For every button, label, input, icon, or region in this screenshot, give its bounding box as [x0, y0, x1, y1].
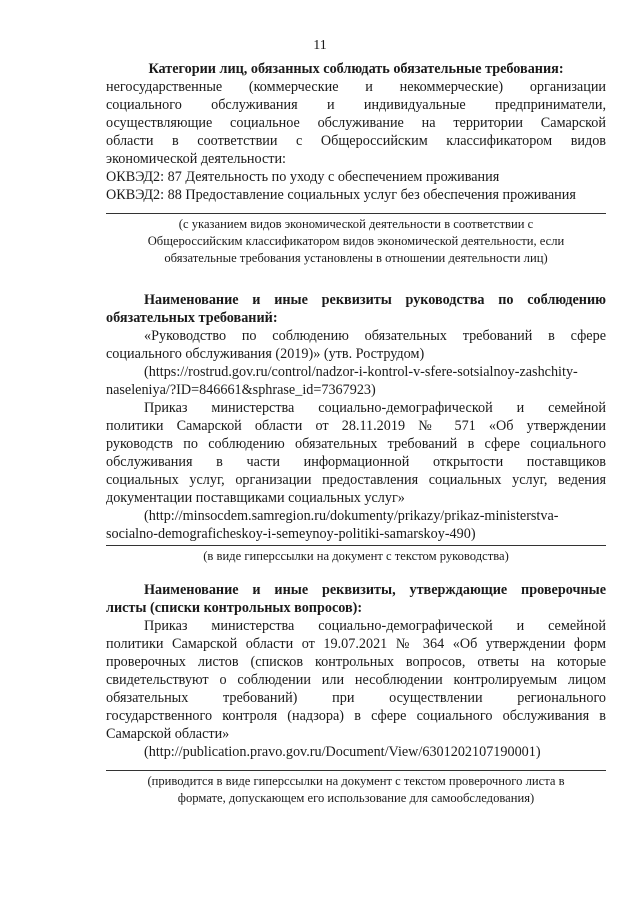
note-caption	[106, 548, 606, 565]
text-line: социального обслуживания и индивидуальные предприниматели,	[106, 97, 606, 113]
note-line: обязательные требования установлены в отношении деятельности лиц)	[164, 251, 548, 265]
note-line: (приводится в виде гиперссылки на документ с текстом проверочного листа в	[147, 774, 565, 788]
fill-in-rule	[106, 770, 606, 771]
link-line: (https://rostrud.gov.ru/control/nadzor-i-kontrol-v-sfere-sotsialnoy-zashchity-	[144, 364, 578, 380]
section-heading: Наименование и иные реквизиты руководства по соблюдению	[144, 292, 606, 308]
text-line: проверочных листов (списков контрольных вопросов, ответы на которые	[106, 654, 606, 670]
text-line: государственного контроля (надзора) в сфере социального обслуживания в	[106, 708, 606, 724]
text-line: «Руководство по соблюдению обязательных требований в сфере	[144, 328, 606, 344]
text-line: Приказ министерства социально-демографической и семейной	[144, 400, 606, 416]
note-line: Общероссийским классификатором видов экономической деятельности, если	[147, 234, 565, 248]
fill-in-rule	[106, 545, 606, 546]
text-line: негосударственные (коммерческие и некоммерческие) организации	[106, 79, 606, 95]
text-line: Приказ министерства социально-демографической и семейной	[144, 618, 606, 634]
section-categories	[106, 60, 606, 204]
link-line: (http://publication.pravo.gov.ru/Document/View/6301202107190001)	[144, 744, 541, 760]
note-caption	[106, 773, 606, 807]
text-line: документации поставщиками социальных услуг»	[106, 490, 405, 506]
section-heading: Наименование и иные реквизиты, утверждающие проверочные	[144, 582, 606, 598]
text-line: осуществляющие социальное обслуживание на территории Самарской	[106, 115, 606, 131]
note-line: (с указанием видов экономической деятельности в соответствии с	[178, 217, 534, 231]
fill-in-rule	[106, 213, 606, 214]
section-heading: Категории лиц, обязанных соблюдать обязательные требования:	[148, 61, 564, 77]
text-line: свидетельствуют о соблюдении или несоблюдении контролируемым лицом	[106, 672, 606, 688]
okved-code-line: ОКВЭД2: 88 Предоставление социальных услуг без обеспечения проживания	[106, 187, 576, 203]
text-line: Самарской области»	[106, 726, 230, 742]
note-caption	[106, 216, 606, 267]
text-line: руководств по соблюдению обязательных требований в сфере социального	[106, 436, 606, 452]
note-line: (в виде гиперссылки на документ с текстом руководства)	[203, 549, 509, 563]
okved-code-line: ОКВЭД2: 87 Деятельность по уходу с обеспечением проживания	[106, 169, 500, 185]
text-line: политики Самарской области от 28.11.2019 № 571 «Об утверждении	[106, 418, 606, 434]
text-line: области в соответствии с Общероссийским классификатором видов	[106, 133, 606, 149]
text-line: экономической деятельности:	[106, 151, 286, 167]
link-line: socialno-demograficheskoy-i-semeynoy-politiki-samarskoy-490)	[106, 526, 476, 542]
link-line: naseleniya/?ID=846661&sphrase_id=7367923)	[106, 382, 376, 398]
section-heading: листы (списки контрольных вопросов):	[106, 600, 363, 616]
section-checklists	[106, 581, 606, 761]
text-line: социального обслуживания (2019)» (утв. Рострудом)	[106, 346, 425, 362]
text-line: обслуживания в части информационной открытости поставщиков	[106, 454, 606, 470]
section-guidance	[106, 291, 606, 543]
text-line: обязательных требований) при осуществлении регионального	[106, 690, 606, 706]
text-line: политики Самарской области от 19.07.2021 № 364 «Об утверждении форм	[106, 636, 606, 652]
page-number: 11	[313, 38, 327, 53]
section-heading: обязательных требований:	[106, 310, 278, 326]
text-line: социальных услуг, организации предоставления социальных услуг, ведения	[106, 472, 606, 488]
link-line: (http://minsocdem.samregion.ru/dokumenty/prikazy/prikaz-ministerstva-	[144, 508, 559, 524]
note-line: формате, допускающем его использование для самообследования)	[177, 791, 535, 805]
